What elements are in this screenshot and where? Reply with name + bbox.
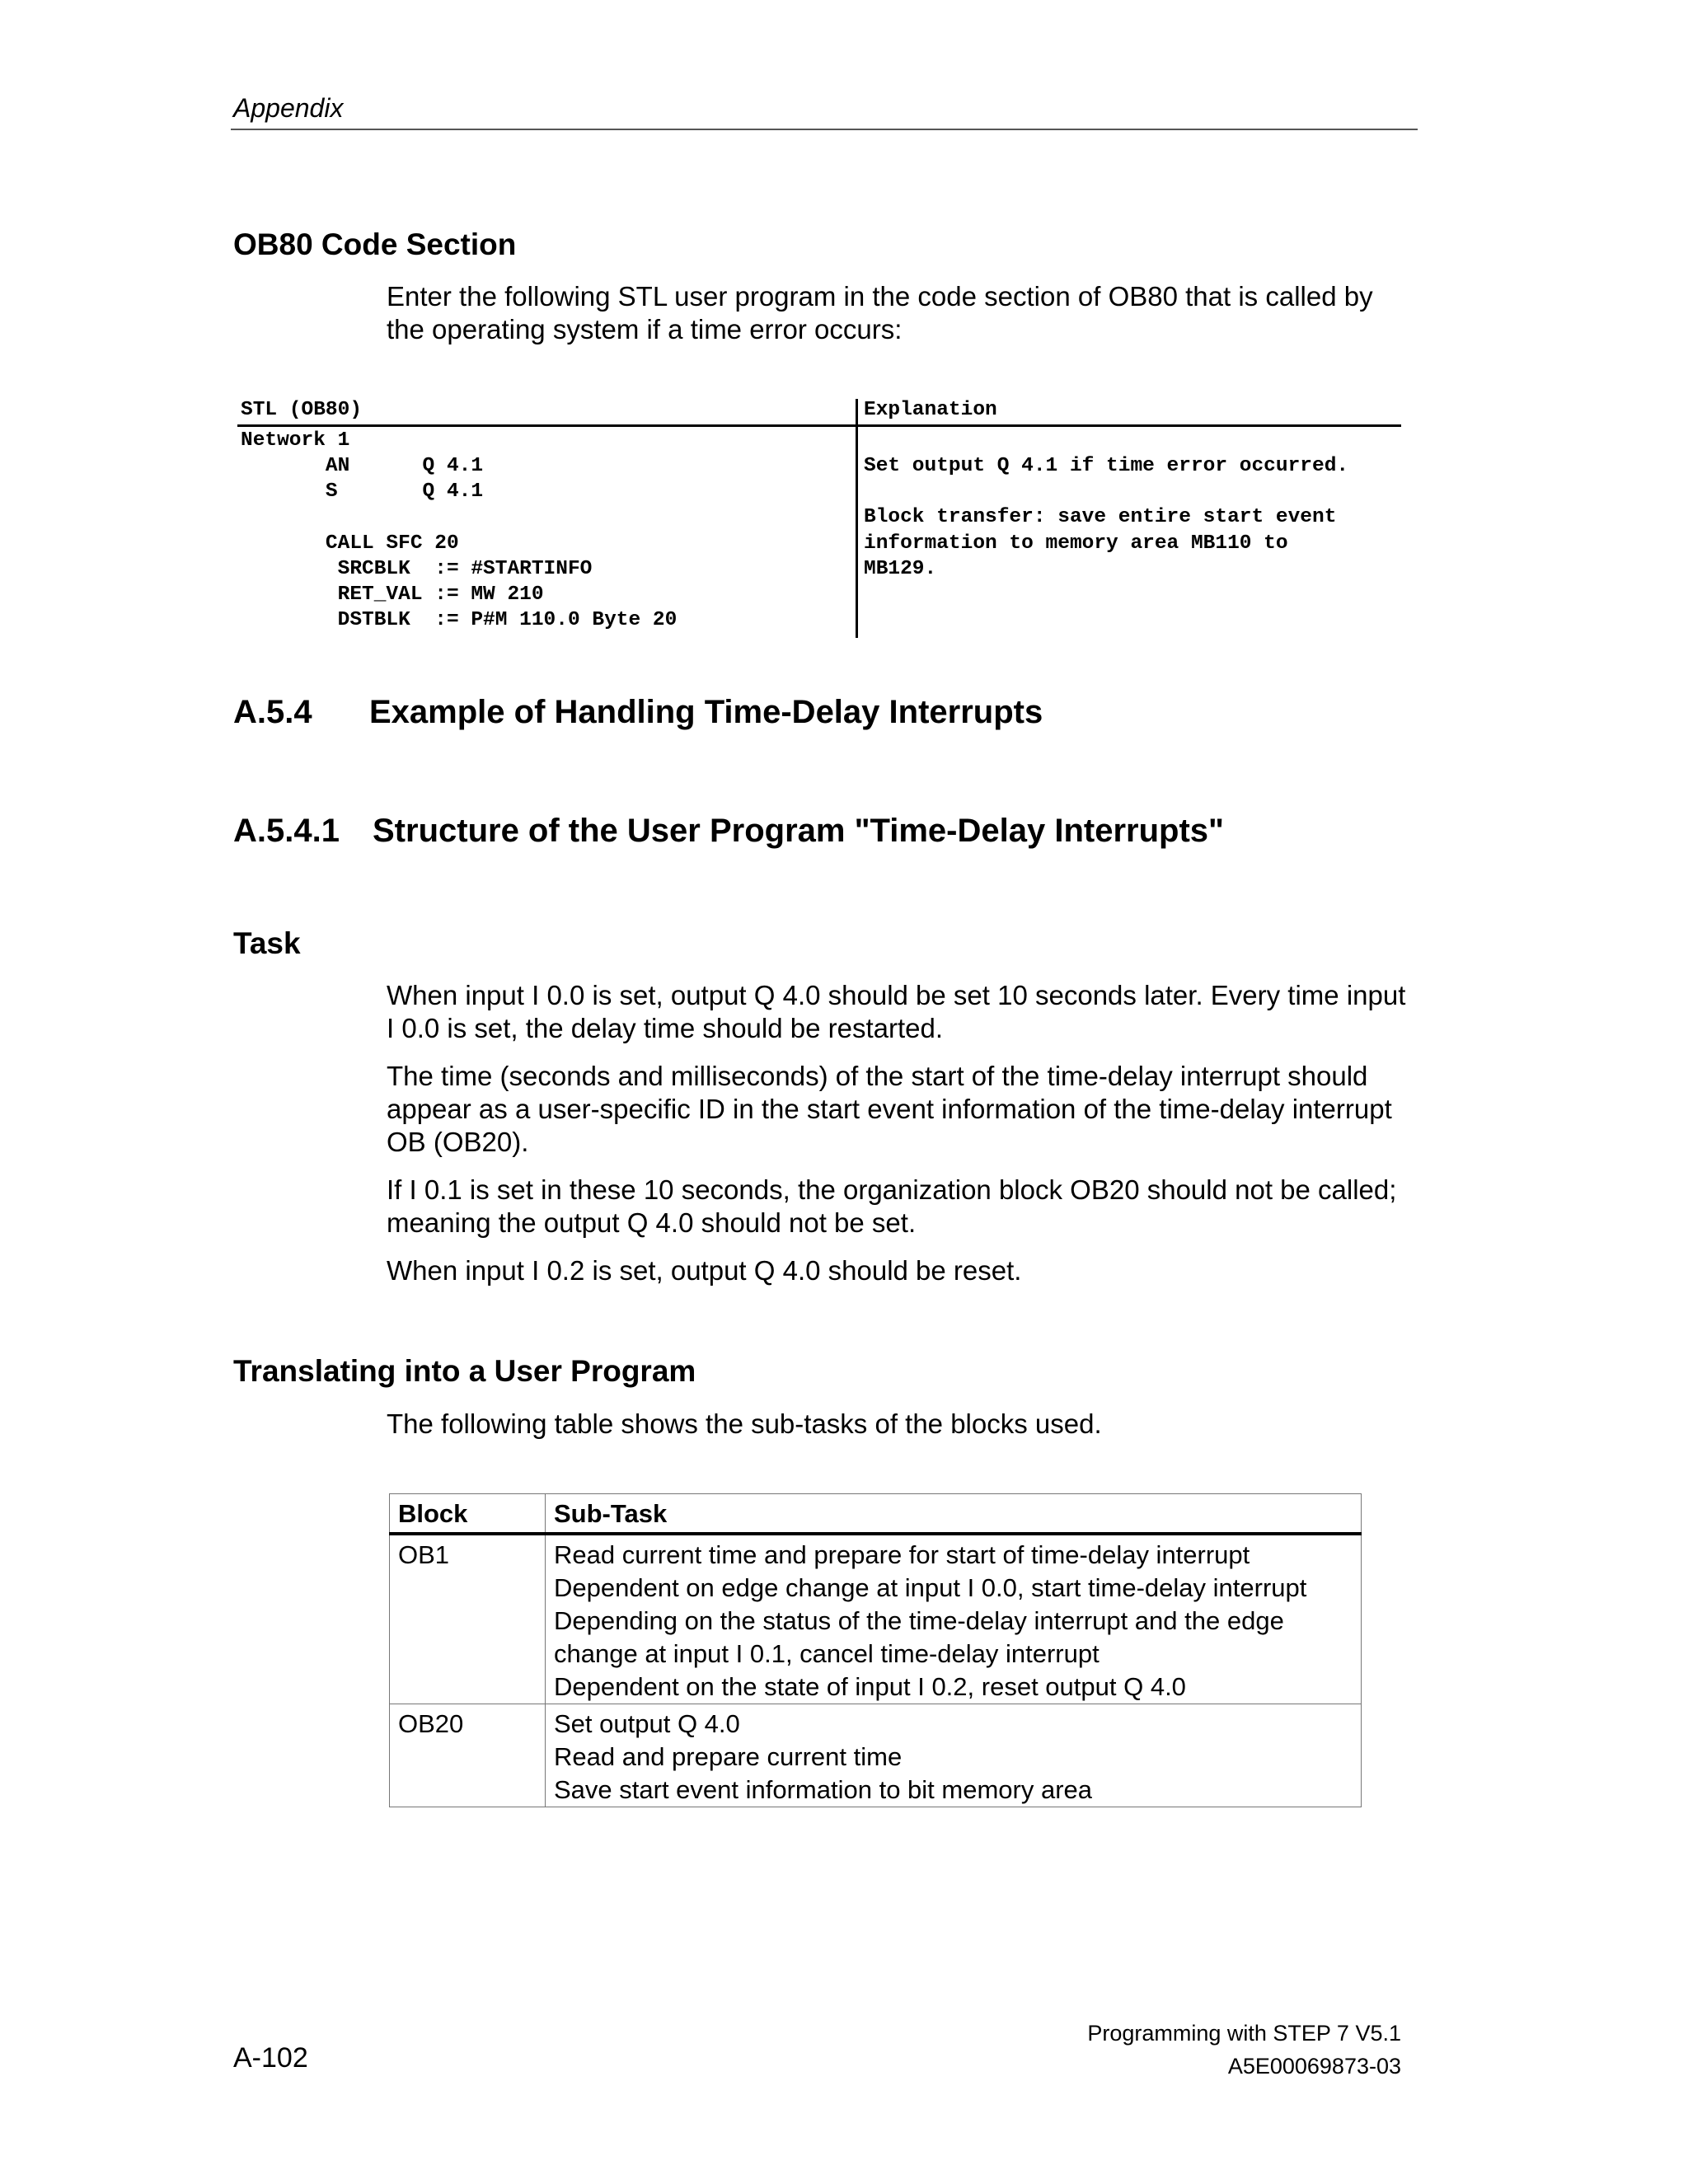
subtask-line: Save start event information to bit memory area	[554, 1775, 1093, 1804]
stl-code-line: S Q 4.1	[241, 480, 484, 504]
block-column-header: Block	[390, 1494, 546, 1535]
stl-code-line: Network 1	[241, 429, 350, 452]
task-paragraph: The time (seconds and milliseconds) of the start of the time-delay interrupt should appear as a user-specific ID in the start event information of the time-delay interrupt OB (OB20).	[387, 1061, 1392, 1157]
ob80-intro-text: Enter the following STL user program in the code section of OB80 that is called by the operating system if a time error occurs:	[387, 281, 1373, 344]
section-a54-number: A.5.4	[233, 694, 312, 730]
table-row	[390, 1704, 1362, 1807]
subtask-column-header: Sub-Task	[546, 1494, 1362, 1535]
block-cell: OB1	[390, 1534, 546, 1704]
stl-code-line: DSTBLK := P#M 110.0 Byte 20	[241, 609, 678, 632]
stl-code-line: CALL SFC 20	[241, 532, 459, 555]
task-paragraph: When input I 0.0 is set, output Q 4.0 should be set 10 seconds later. Every time input I 0.0 is set, the delay time should be restarted.	[387, 980, 1406, 1043]
subtask-table	[389, 1493, 1362, 1807]
stl-code-block	[241, 428, 677, 634]
stl-explanation-line: information to memory area MB110 to	[864, 532, 1288, 555]
translating-heading: Translating into a User Program	[233, 1354, 696, 1388]
stl-explanation-line: Block transfer: save entire start event	[864, 506, 1337, 529]
stl-header-rule	[237, 424, 1401, 427]
subtask-line: Set output Q 4.0	[554, 1709, 740, 1738]
task-heading: Task	[233, 926, 301, 960]
stl-column-divider	[856, 399, 858, 638]
section-a541-title: Structure of the User Program "Time-Delay Interrupts"	[373, 813, 1224, 849]
subtask-line: Dependent on the state of input I 0.2, reset output Q 4.0	[554, 1672, 1186, 1701]
ob80-intro	[387, 280, 1409, 346]
footer-doc-title: Programming with STEP 7 V5.1	[1087, 2021, 1401, 2046]
header-rule	[231, 129, 1418, 130]
subtask-cell	[546, 1534, 1362, 1704]
section-a541-number: A.5.4.1	[233, 813, 340, 849]
subtask-line: Depending on the status of the time-delay interrupt and the edge change at input I 0.1, cancel time-delay interrupt	[554, 1606, 1284, 1668]
running-header: Appendix	[233, 93, 344, 123]
section-a54-title: Example of Handling Time-Delay Interrupts	[369, 694, 1043, 730]
stl-code-line	[241, 505, 677, 531]
stl-code-line: SRCBLK := #STARTINFO	[241, 558, 593, 581]
subtask-table-header-row	[390, 1494, 1362, 1535]
ob80-heading: OB80 Code Section	[233, 227, 517, 261]
stl-explanation-line	[864, 479, 1348, 504]
block-cell: OB20	[390, 1704, 546, 1807]
table-row	[390, 1534, 1362, 1704]
task-body	[387, 979, 1409, 1287]
stl-header: STL (OB80)	[241, 399, 363, 421]
explanation-header: Explanation	[864, 399, 997, 421]
task-paragraph: When input I 0.2 is set, output Q 4.0 should be reset.	[387, 1255, 1022, 1286]
stl-code-table	[241, 399, 1403, 640]
subtask-cell	[546, 1704, 1362, 1807]
translating-intro-text: The following table shows the sub-tasks of the blocks used.	[387, 1408, 1102, 1439]
task-paragraph: If I 0.1 is set in these 10 seconds, the organization block OB20 should not be called; meaning the output Q 4.0 should not be set.	[387, 1174, 1397, 1238]
stl-code-line: AN Q 4.1	[241, 455, 484, 478]
subtask-line: Read current time and prepare for start of time-delay interrupt	[554, 1540, 1250, 1569]
translating-intro	[387, 1408, 1409, 1441]
stl-explanation-line: MB129.	[864, 557, 937, 580]
footer-page-number: A-102	[233, 2042, 308, 2074]
subtask-line: Dependent on edge change at input I 0.0, start time-delay interrupt	[554, 1573, 1307, 1602]
stl-explanation-line: Set output Q 4.1 if time error occurred.	[864, 455, 1349, 477]
stl-code-line: RET_VAL := MW 210	[241, 583, 544, 607]
subtask-line: Read and prepare current time	[554, 1742, 903, 1771]
stl-explanation-block	[864, 453, 1348, 582]
footer-doc-number: A5E00069873-03	[1227, 2054, 1401, 2079]
